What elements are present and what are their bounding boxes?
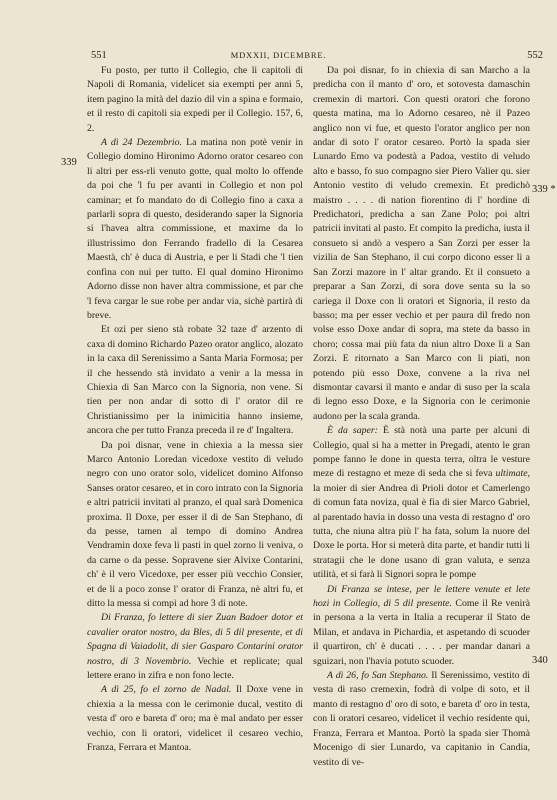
paragraph: A dì 25, fo el zorno de Nadal. Il Doxe vene in chiexia a la messa con le cerimonie ducal, vestito di vesta d' oro e bareta d' oro; ma è mal andato per esser vechio, con li oratori, videlicet il cesareo vechio, Franza, Ferrara et Mantoa.: [87, 684, 303, 754]
letters-heading: Di Franza se intese, per le lettere venute et lete hozi in Collegio, di 5 dil presente.: [313, 583, 530, 610]
entry-date: A dì 25, fo el zorno de Nadal.: [101, 684, 232, 696]
entry-date: A dì 24 Dezembrio.: [101, 137, 183, 149]
paragraph: Et ozi per sieno stà robate 32 taze d' arzento di caxa di domino Richardo Pazeo orator anglico, alozato in la caxa dil Serenissimo a Santa Maria Formosa; per il che hessendo stà invidato a venir a la messa in Chiexia di San Marco con la Signoria, non vene. Si tien per non andar di sotto di l' orator dil re Christianissimo per la inimicitia hanno insieme, ancora che per tutto Franza preceda il re d' Ingaltera.: [87, 324, 303, 437]
paragraph: Fu posto, per tutto il Collegio, che li capitoli di Napoli di Romania, videlicet sia exempti per anni 5, item pagino la mità del dazio dil vin a spina e formaio, et il resto di capitoli sia expedi per il Collegio. 157, 6, 2.: [87, 65, 303, 134]
paragraph: Di Franza, fo lettere di sier Zuan Badoer dotor et cavalier orator nostro, da Bles, di 5 dil presente, et di Spagna di Vaiadolit, di sier Gasparo Contarini orator nostro, di 3 Novembrio. Vechie et replicate; qual lettere erano in zifra e non fono lecte.: [87, 612, 303, 682]
paragraph: Di Franza se intese, per le lettere venute et lete hozi in Collegio, di 5 dil presente. Come il Re venirà in persona a la verta in Italia a recuperar il Stato de Milan, et andava in Pichardia, et aspetando di scuoder il quartiron, ch' è ducati . . . . per mandar danari a sguizari, non l'havia potuto scuoder.: [313, 583, 530, 667]
page-number-right: 552: [527, 50, 543, 61]
page-number-left: 551: [91, 50, 107, 61]
paragraph: A dì 24 Dezembrio. La matina non potè venir in Collegio domino Hironimo Adorno orator cesareo con li altri per ess-rli venuto gotte, qual molto lo offende da poi che 'l fu per avanti in Collegio et non pol caminar; et fo mandato do di Collegio fino a caxa a parlarli sopra di questo, desiderando saper la Signoria si l'havea altra commissione, et maxime da lo illustrissimo don Ferrando fradello di la Cesarea Maestà, ch' è duca di Austria, e per li Stadi che 'l tien confina con nui per tutto. El qual domino Hironimo Adorno disse non haver altra commissione, et par che 'l feva cargar le sue robe per andar via, sichè partirà di breve.: [87, 137, 304, 321]
entry-date: A dì 26, fo San Stephano.: [327, 670, 429, 682]
paragraph-lead: È da saper:: [327, 425, 378, 437]
letters-heading: Di Franza, fo lettere di sier Zuan Badoer dotor et cavalier orator nostro, da Bles, di 5 dil presente, et di Spagna di Vaiadolit, di sier Gasparo Contarini orator nostro, di 3 Novembrio.: [87, 612, 303, 667]
margin-number-left: 339: [61, 157, 77, 168]
paragraph: Da poi disnar, fo in chiexia di san Marcho a la predicha con il manto d' oro, et sotovesta damaschin cremexin di martori. Con questi oratori che forono questa matina, ma lo Adorno cesareo, nè il Pazeo anglico non vi fue, et questo l'orator anglico per non andar di soto l' orator cesareo. Portò la spada sier Lunardo Emo va podestà a Padoa, vestito di veludo alto e basso, fo suo compagno sier Piero Valier qu. sier Antonio vestito di veludo cremexin. Et predichò maistro . . . . di nation fiorentino di l' hordine di Predichatori, predicha a san Zane Polo; poi altri patricii invitati al pasto. Et compito la predicha, iusta il consueto si andò a vespero a San Zorzi per esser la vizilia de San Stephano, il cui corpo dicono esser lì a San Zorzi mazore in l' altar grando. Et il consueto a preparar a San Zorzi, di sora dove senta su la so cariega il Doxe con li oratori et Signoria, il resto da basso; ma per esser vechio et per paura dil fredo non volse esso Doxe andar di sopra, ma stete da basso in choro; cossa mai più fata da niun altro Doxe lì a San Zorzi. E ritornato a San Marco con li piati, non potendo più esso Doxe, convene a la riva nel dismontar cavarsi il manto e andar di suso per la scala di legno esso Doxe, e la Signoria con le cerimonie audono per la scala granda.: [313, 65, 530, 422]
margin-number-right-1: 339 *: [532, 184, 556, 195]
paragraph: Da poi disnar, vene in chiexia a la messa sier Marco Antonio Loredan vicedoxe vestito di veludo negro con uno orator solo, videlicet domino Alfonso Sanses orator cesareo, et in coro intrato con la Signoria e altri patricii invitati al pranzo, el qual sarà Domenica proxima. Il Doxe, per esser il dì de San Stephano, dì da pesse, tamen al tempo di domino Andrea Vendramin doxe feva li pasti in quel zorno li veniva, o da carne o da pesse. Sopravene sier Alvixe Contarini, ch' è il vero Vicedoxe, per esser più vecchio Consier, et de li a poco zonse l' orator di Franza, nè altri fu, et ditto la messa si compì ad hore 3 di note.: [87, 439, 304, 610]
paragraph: A dì 26, fo San Stephano. Il Serenissimo, vestito di vesta di raso cremexin, fodrà di volpe di soto, et il manto di restagno d' oro di soto, e bareta d' oro in testa, con li oratori cesareo, videlicet il vechio residente qui, Franza, Ferrara et Mantoa. Portò la spada sier Thomà Mocenigo di sier Lunardo, va capitanio in Candia, vestito di ve-: [313, 670, 530, 768]
left-text-column: [87, 64, 303, 756]
right-text-column: [313, 64, 530, 770]
paragraph: È da saper: È stà notà una parte per alcuni di Collegio, qual si ha a metter in Pregadi, atento le gran pompe fanno le done in questa terra, oltra le vesture meze di restagno et meze di seda che si feva ultimate, la moier di sier Andrea di Prioli dotor et Camerlengo di comun fata noviza, qual è fia di sier Marco Gabriel, al parentado havia in dosso una vesta di restagno d' oro tutta, che niuna altra più l' ha fata, solum la nuore del Doxe le porta. Hor si meterà dita parte, et bandir tutti li stratagii che le done usano di gran valuta, e senza utilità, et si farà li Signori sopra le pompe: [313, 425, 530, 581]
margin-number-right-2: 340: [532, 655, 548, 666]
running-header: MDXXII, DICEMBRE.: [230, 50, 327, 60]
